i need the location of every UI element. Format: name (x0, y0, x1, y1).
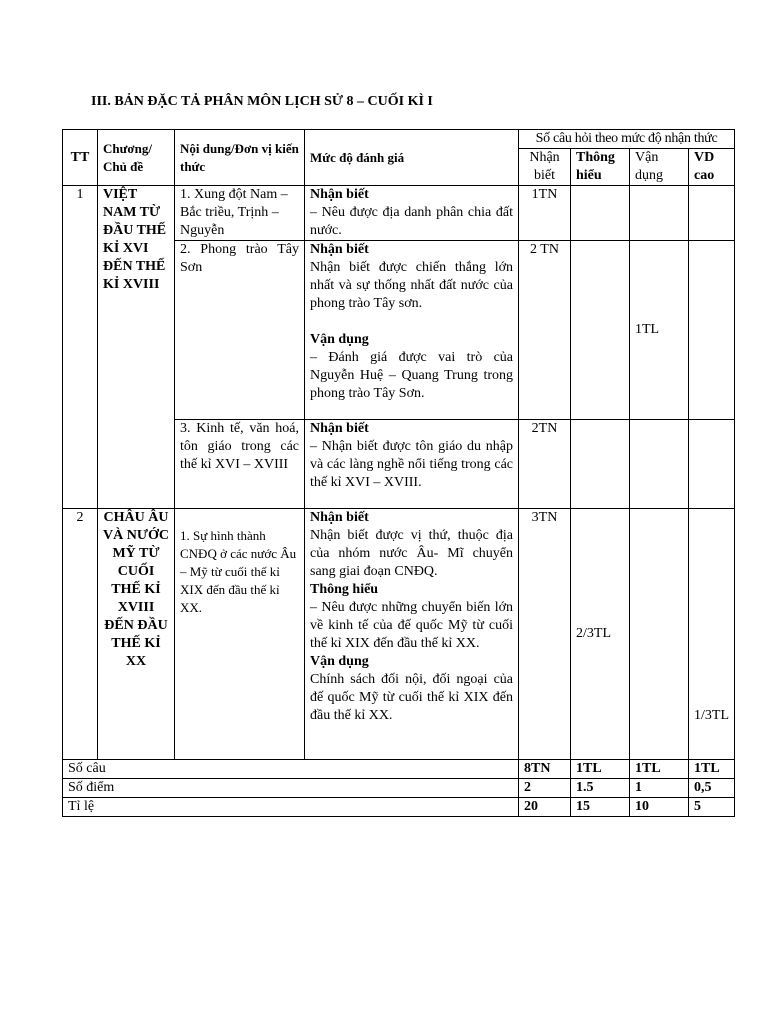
level-text: – Đánh giá được vai trò của Nguyễn Huệ – Quang Trung trong phong trào Tây Sơn. (310, 350, 513, 401)
total-vd: 1TL (630, 760, 689, 779)
header-socau: Số câu hỏi theo mức độ nhận thức (519, 130, 735, 149)
row-2-unit-1-nb: 3TN (519, 509, 571, 760)
total-nb: 8TN (519, 760, 571, 779)
header-level-vandung: Vận dụng (630, 149, 689, 186)
row-1-unit-3-th (571, 420, 630, 509)
table-row (63, 186, 735, 241)
row-1-chuong: VIỆT NAM TỪ ĐẦU THẾ KỈ XVI ĐẾN THẾ KỈ XVIII (98, 186, 175, 509)
total-row-so-cau (63, 760, 735, 779)
header-level-thonghieu: Thông hiểu (571, 149, 630, 186)
header-level-nhanbiet: Nhận biết (519, 149, 571, 186)
row-1-unit-2-vdc (689, 241, 735, 420)
level-title: Nhận biết (310, 187, 369, 202)
level-text: – Nhận biết được tôn giáo du nhập và các làng nghề nổi tiếng trong các thế kỉ XVI – XVIII. (310, 439, 513, 490)
row-2-unit-1-desc (305, 509, 519, 760)
page-title: III. BẢN ĐẶC TẢ PHÂN MÔN LỊCH SỬ 8 – CUỐI KÌ I (91, 94, 433, 109)
row-1-unit-1-name: 1. Xung đột Nam – Bắc triều, Trịnh – Nguyễn (175, 186, 305, 241)
level-title: Vận dụng (310, 654, 369, 669)
row-2-unit-1-vd (630, 509, 689, 760)
row-1-unit-1-vd (630, 186, 689, 241)
row-1-unit-3-name: 3. Kinh tế, văn hoá, tôn giáo trong các thế kỉ XVI – XVIII (175, 420, 305, 509)
total-label: Số câu (63, 760, 519, 779)
header-row-1 (63, 130, 735, 149)
total-nb: 20 (519, 798, 571, 817)
header-level-vdcao: VD cao (689, 149, 735, 186)
header-chuong: Chương/ Chủ đề (98, 130, 175, 186)
header-tt: TT (63, 130, 98, 186)
total-th: 1.5 (571, 779, 630, 798)
level-title: Vận dụng (310, 332, 369, 347)
total-row-ti-le (63, 798, 735, 817)
table-row (63, 509, 735, 760)
row-1-tt: 1 (63, 186, 98, 509)
row-1-unit-1-nb: 1TN (519, 186, 571, 241)
level-text: Chính sách đối nội, đối ngoại của đế quốc Mỹ từ cuối thế kỉ XIX đến đầu thế kỉ XX. (310, 672, 513, 723)
row-1-unit-3-vd (630, 420, 689, 509)
level-title: Nhận biết (310, 421, 369, 436)
total-vd: 1 (630, 779, 689, 798)
specification-table (62, 129, 735, 817)
level-title: Nhận biết (310, 242, 369, 257)
total-vdc: 0,5 (689, 779, 735, 798)
row-1-unit-3-nb: 2TN (519, 420, 571, 509)
row-1-unit-2-vd: 1TL (630, 241, 689, 420)
row-1-unit-1-th (571, 186, 630, 241)
total-th: 1TL (571, 760, 630, 779)
row-2-unit-1-vdc: 1/3TL (689, 509, 735, 760)
total-th: 15 (571, 798, 630, 817)
total-vdc: 1TL (689, 760, 735, 779)
level-text: Nhận biết được vị thứ, thuộc địa của nhóm nước Âu- Mĩ chuyển sang giai đoạn CNĐQ. (310, 528, 513, 579)
row-1-unit-3-vdc (689, 420, 735, 509)
level-title: Thông hiểu (310, 582, 379, 597)
total-label: Số điểm (63, 779, 519, 798)
row-1-unit-2-desc (305, 241, 519, 420)
row-1-unit-2-nb: 2 TN (519, 241, 571, 420)
total-row-so-diem (63, 779, 735, 798)
level-text: – Nêu được địa danh phân chia đất nước. (310, 205, 513, 238)
row-2-chuong: CHÂU ÂU VÀ NƯỚC MỸ TỪ CUỐI THẾ KỈ XVIII ĐẾN ĐẦU THẾ KỈ XX (98, 509, 175, 760)
header-noidung: Nội dung/Đơn vị kiến thức (175, 130, 305, 186)
row-1-unit-2-th (571, 241, 630, 420)
total-vdc: 5 (689, 798, 735, 817)
row-2-unit-1-name: 1. Sự hình thành CNĐQ ở các nước Âu – Mỹ từ cuối thế kỉ XIX đến đầu thế kỉ XX. (175, 509, 305, 760)
row-1-unit-1-vdc (689, 186, 735, 241)
total-vd: 10 (630, 798, 689, 817)
level-title: Nhận biết (310, 510, 369, 525)
total-nb: 2 (519, 779, 571, 798)
row-1-unit-1-desc (305, 186, 519, 241)
row-2-tt: 2 (63, 509, 98, 760)
level-text: Nhận biết được chiến thắng lớn nhất và sự thống nhất đất nước của phong trào Tây sơn. (310, 260, 513, 311)
total-label: Tỉ lệ (63, 798, 519, 817)
row-2-unit-1-th: 2/3TL (571, 509, 630, 760)
row-1-unit-2-name: 2. Phong trào Tây Sơn (175, 241, 305, 420)
header-mucdo: Mức độ đánh giá (305, 130, 519, 186)
row-1-unit-3-desc (305, 420, 519, 509)
level-text: – Nêu được những chuyển biến lớn về kinh tế của đế quốc Mỹ từ cuối thế kỉ XIX đến đầu thế kỉ XX. (310, 600, 513, 651)
